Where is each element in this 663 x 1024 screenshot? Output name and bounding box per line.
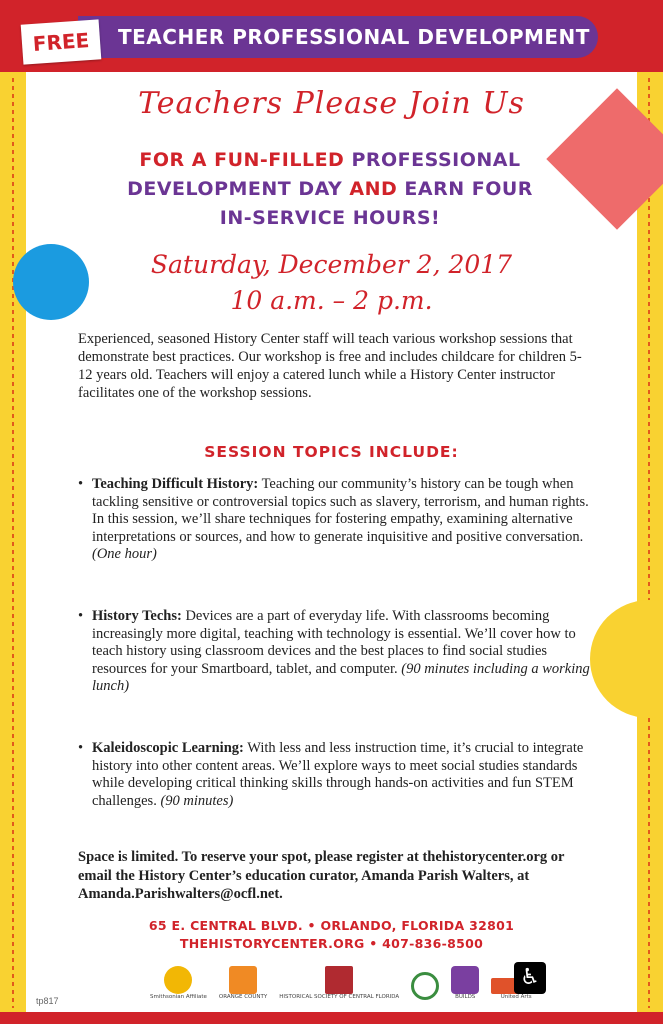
event-date: Saturday, December 2, 2017 [150, 250, 513, 279]
headline: Teachers Please Join Us [138, 86, 525, 121]
session-title: History Techs: [92, 608, 182, 624]
bullet-icon: • [78, 608, 84, 624]
bullet-icon: • [78, 476, 84, 492]
topics-heading: SESSION TOPICS INCLUDE: [204, 443, 459, 461]
document-code: tp817 [36, 996, 59, 1006]
list-item [78, 476, 598, 564]
session-text: With less and less instruction time, it’s crucial to integrate history into other content areas. We’ll explore ways to meet social studies standards while developing critical thinking skills through hands-on activities and fun STEM challenges. [92, 740, 584, 809]
session-duration: (90 minutes) [160, 792, 234, 809]
session-title: Kaleidoscopic Learning: [92, 740, 244, 756]
subheading [60, 146, 600, 233]
session-text: Devices are a part of everyday life. With classrooms becoming increasingly more digital, teaching with technology is essential. We’ll cover how to teach history using classroom devices and the best places to find social studies resources for your Smartboard, tablet, and computer. [92, 608, 576, 677]
session-title: Teaching Difficult History: [92, 476, 259, 492]
historical-society-logo: HISTORICAL SOCIETY OF CENTRAL FLORIDA [279, 966, 399, 1000]
bullet-icon: • [78, 740, 84, 756]
seal-logo [411, 972, 439, 1000]
session-text: Teaching our community’s history can be tough when tackling sensitive or controversial topics such as slavery, terrorism, and human rights. In this session, we’ll share techniques for fostering empathy, examining alternative interpretations or sources, and how to generate inquisitive and positive conversation. [92, 476, 589, 545]
list-item [78, 608, 598, 696]
subhead-text: EARN FOUR [404, 178, 533, 200]
left-dashed-line [12, 78, 14, 1008]
website-phone-line: THEHISTORYCENTER.ORG • 407-836-8500 [179, 936, 484, 951]
subhead-text: IN-SERVICE HOURS! [219, 207, 441, 229]
session-duration: (90 minutes including a working lunch) [92, 660, 590, 695]
smithsonian-logo: Smithsonian Affiliate [150, 966, 207, 1000]
united-arts-logo: United Arts [491, 978, 541, 1000]
subhead-text: AND [342, 178, 405, 200]
sponsor-logos [150, 958, 560, 1000]
free-tag: FREE [21, 19, 102, 64]
subhead-text: DEVELOPMENT DAY [127, 178, 343, 200]
address-line: 65 E. CENTRAL BLVD. • ORLANDO, FLORIDA 32801 [148, 918, 515, 933]
list-item [78, 740, 598, 810]
right-yellow-border [637, 72, 663, 1012]
session-duration: (One hour) [92, 546, 157, 563]
right-dashed-line [648, 78, 650, 1008]
yellow-circle-shape [590, 600, 663, 718]
subhead-text: PROFESSIONAL [351, 149, 521, 171]
intro-paragraph: Experienced, seasoned History Center staff will teach various workshop sessions that demonstrate best practices. Our workshop is free and includes childcare for children 5-12 years old. Teachers will enjoy a catered lunch while a History Center instructor facilitates one of the workshop sessions. [78, 331, 582, 401]
event-time: 10 a.m. – 2 p.m. [230, 286, 433, 315]
bottom-red-band [0, 1012, 663, 1024]
orange-county-logo: ORANGE COUNTY [219, 966, 267, 1000]
builds-logo: BUILDS [451, 966, 479, 1000]
banner-title: TEACHER PROFESSIONAL DEVELOPMENT [118, 25, 590, 49]
wheelchair-icon: ♿ [514, 962, 546, 994]
registration-info: Space is limited. To reserve your spot, please register at thehistorycenter.org or email the History Center’s education curator, Amanda Parish Walters, at Amanda.Parishwalters@ocfl.net. [78, 849, 565, 902]
subhead-text: FOR A FUN-FILLED [139, 149, 352, 171]
